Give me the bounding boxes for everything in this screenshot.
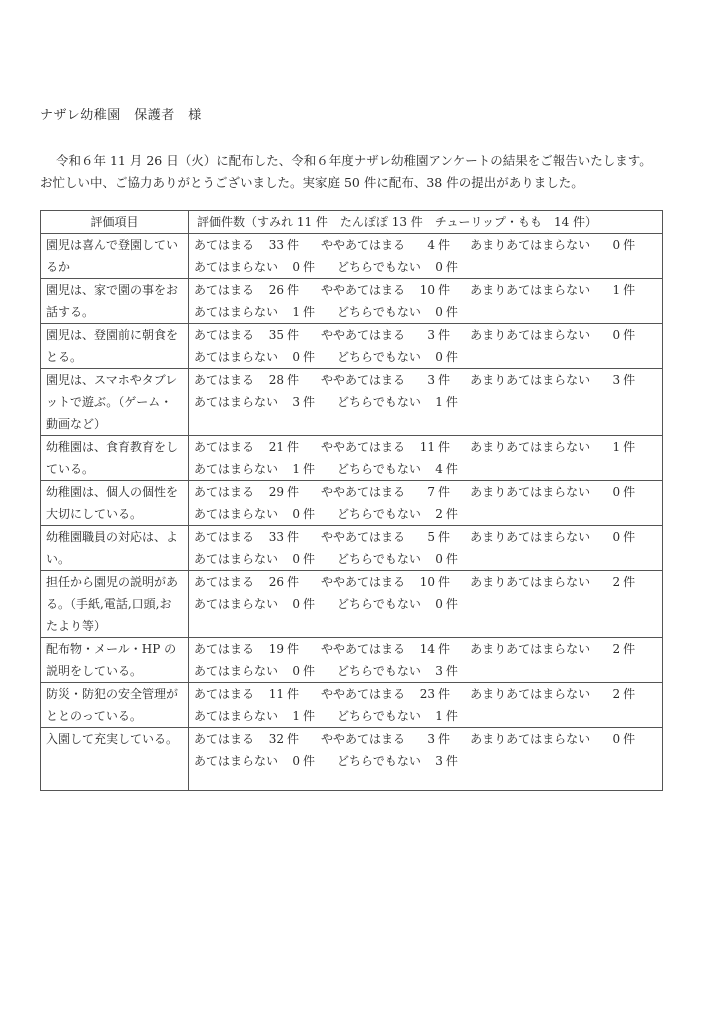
count-value: 3 [292,395,301,409]
count-not [194,660,315,682]
table-row [41,526,663,571]
row-counts [189,571,663,638]
count-unit: 件 [623,575,636,589]
intro-text [40,150,700,194]
count-unit: 件 [287,373,300,387]
count-unit: 件 [445,664,458,678]
row-counts [189,728,663,791]
count-value: 5 [427,530,436,544]
counts-line-2 [194,503,657,525]
count-unit: 件 [445,260,458,274]
count-label: あてはまらない [194,462,279,476]
count-unit: 件 [623,440,636,454]
count-unit: 件 [287,642,300,656]
table-row [41,571,663,638]
count-unit: 件 [287,530,300,544]
count-not [194,256,315,278]
counts-line-2 [194,346,657,368]
count-label: あてはまらない [194,305,279,319]
count-fits [194,234,299,256]
count-label: あまりあてはまらない [470,732,591,746]
count-value: 0 [435,260,443,274]
count-unit: 件 [445,597,458,611]
counts-line-1 [194,571,657,593]
row-item-label: 防災・防犯の安全管理がととのっている。 [41,683,189,728]
row-item-label: 園児は、スマホやタブレットで遊ぶ。（ゲーム・動画など） [41,369,189,436]
count-label: あてはまる [194,485,255,499]
row-counts [189,279,663,324]
count-value: 0 [292,664,301,678]
count-label: どちらでもない [337,552,421,566]
count-label: あてはまらない [194,507,279,521]
count-label: ややあてはまる [321,530,406,544]
count-not [194,705,315,727]
count-label: あてはまる [194,238,255,252]
count-value: 0 [612,485,621,499]
count-not [194,593,315,615]
count-label: あまりあてはまらない [470,530,591,544]
counts-line-2 [194,660,657,682]
count-value: 0 [612,238,621,252]
count-neither [337,503,458,525]
count-not [194,458,315,480]
count-somewhat [321,234,450,256]
count-unit: 件 [303,395,316,409]
row-counts [189,526,663,571]
count-not-much [470,324,635,346]
survey-results-table [40,210,663,791]
count-fits [194,279,299,301]
count-unit: 件 [303,260,316,274]
counts-line-1 [194,436,657,458]
count-label: ややあてはまる [321,440,406,454]
count-value: 28 [268,373,285,387]
count-somewhat [321,436,450,458]
count-unit: 件 [623,373,636,387]
count-value: 0 [435,350,443,364]
count-label: あまりあてはまらない [470,485,591,499]
count-value: 35 [268,328,285,342]
row-item-label: 園児は、登園前に朝食をとる。 [41,324,189,369]
count-unit: 件 [623,238,636,252]
count-unit: 件 [438,687,451,701]
count-not-much [470,728,635,750]
count-value: 1 [292,709,301,723]
count-unit: 件 [438,642,451,656]
count-value: 0 [292,350,301,364]
count-label: あまりあてはまらない [470,373,591,387]
addressee: ナザレ幼稚園 保護者 様 [40,108,202,123]
count-fits [194,683,299,705]
count-label: あまりあてはまらない [470,642,591,656]
count-unit: 件 [438,732,451,746]
count-value: 2 [612,642,621,656]
header-item: 評価項目 [41,211,189,234]
count-unit: 件 [287,440,300,454]
count-unit: 件 [303,709,316,723]
count-not [194,346,315,368]
count-neither [337,593,458,615]
count-unit: 件 [438,575,451,589]
count-somewhat [321,526,450,548]
count-fits [194,324,299,346]
count-label: あてはまらない [194,260,279,274]
counts-line-1 [194,234,657,256]
count-label: あてはまらない [194,552,279,566]
count-unit: 件 [303,350,316,364]
count-value: 3 [612,373,621,387]
count-value: 33 [268,238,285,252]
count-unit: 件 [623,485,636,499]
count-unit: 件 [445,709,458,723]
row-item-label: 入園して充実している。 [41,728,189,791]
count-unit: 件 [445,754,458,768]
count-value: 2 [435,507,443,521]
count-value: 1 [292,462,301,476]
counts-line-1 [194,683,657,705]
count-label: あてはまる [194,328,255,342]
count-value: 1 [435,395,443,409]
count-unit: 件 [445,552,458,566]
row-item-label: 幼稚園は、食育教育をしている。 [41,436,189,481]
count-not-much [470,436,635,458]
count-value: 32 [268,732,285,746]
count-value: 0 [612,530,621,544]
count-value: 29 [268,485,285,499]
count-value: 0 [435,597,443,611]
count-unit: 件 [438,440,451,454]
count-label: あてはまる [194,575,255,589]
count-label: どちらでもない [337,507,421,521]
count-value: 3 [427,373,436,387]
row-item-label: 幼稚園職員の対応は、よい。 [41,526,189,571]
count-unit: 件 [287,283,300,297]
count-value: 11 [419,440,436,454]
count-label: あまりあてはまらない [470,440,591,454]
counts-line-2 [194,391,657,413]
counts-line-2 [194,593,657,615]
row-item-label: 園児は喜んで登園しているか [41,234,189,279]
table-row [41,279,663,324]
counts-line-1 [194,324,657,346]
count-label: どちらでもない [337,260,421,274]
count-somewhat [321,638,450,660]
table-row [41,728,663,791]
counts-line-1 [194,638,657,660]
count-neither [337,301,458,323]
count-not-much [470,638,635,660]
intro-line-1: 令和６年 11 月 26 日（火）に配布した、令和６年度ナザレ幼稚園アンケートの結果をご報告いたします。 [56,153,652,168]
count-neither [337,705,458,727]
count-fits [194,638,299,660]
counts-line-2 [194,458,657,480]
table-row [41,436,663,481]
count-value: 3 [427,732,436,746]
count-not-much [470,279,635,301]
counts-line-1 [194,369,657,391]
row-counts [189,324,663,369]
counts-line-1 [194,728,657,750]
count-value: 0 [612,328,621,342]
table-row [41,481,663,526]
count-unit: 件 [287,238,300,252]
count-not [194,503,315,525]
count-value: 1 [612,283,621,297]
count-unit: 件 [623,642,636,656]
count-label: あてはまる [194,373,255,387]
count-label: あまりあてはまらない [470,238,591,252]
count-neither [337,256,458,278]
count-unit: 件 [623,732,636,746]
table-header-row [41,211,663,234]
count-unit: 件 [438,373,451,387]
count-value: 1 [292,305,301,319]
table-row [41,324,663,369]
count-value: 3 [427,328,436,342]
count-label: あまりあてはまらない [470,575,591,589]
count-value: 23 [419,687,436,701]
count-value: 0 [292,597,301,611]
count-label: あてはまる [194,687,255,701]
count-value: 26 [268,283,285,297]
count-unit: 件 [623,687,636,701]
count-label: ややあてはまる [321,687,406,701]
count-value: 10 [419,575,436,589]
count-label: あてはまらない [194,395,279,409]
count-fits [194,526,299,548]
count-label: ややあてはまる [321,732,406,746]
row-item-label: 配布物・メール・HP の説明をしている。 [41,638,189,683]
count-unit: 件 [287,687,300,701]
counts-line-1 [194,481,657,503]
count-unit: 件 [438,485,451,499]
count-neither [337,750,458,772]
count-somewhat [321,369,450,391]
count-fits [194,369,299,391]
count-not-much [470,683,635,705]
table-body [41,234,663,791]
count-value: 0 [435,305,443,319]
count-unit: 件 [445,507,458,521]
count-fits [194,481,299,503]
count-not-much [470,526,635,548]
count-label: ややあてはまる [321,283,406,297]
count-value: 21 [268,440,285,454]
count-label: どちらでもない [337,462,421,476]
count-somewhat [321,481,450,503]
count-fits [194,571,299,593]
counts-line-2 [194,548,657,570]
count-fits [194,728,299,750]
count-label: あてはまる [194,530,255,544]
count-value: 3 [435,754,443,768]
table-row [41,683,663,728]
count-label: どちらでもない [337,597,421,611]
row-counts [189,683,663,728]
count-unit: 件 [303,462,316,476]
row-item-label: 園児は、家で園の事をお話する。 [41,279,189,324]
count-value: 0 [435,552,443,566]
count-neither [337,391,458,413]
count-unit: 件 [438,328,451,342]
count-unit: 件 [445,305,458,319]
count-label: ややあてはまる [321,328,406,342]
count-not [194,548,315,570]
table-row [41,369,663,436]
count-unit: 件 [438,238,451,252]
count-label: あてはまる [194,732,255,746]
count-value: 2 [612,687,621,701]
count-unit: 件 [303,507,316,521]
row-counts [189,234,663,279]
count-value: 33 [268,530,285,544]
count-neither [337,346,458,368]
count-value: 1 [612,440,621,454]
count-label: どちらでもない [337,754,421,768]
count-neither [337,458,458,480]
count-label: ややあてはまる [321,642,406,656]
row-counts [189,436,663,481]
count-value: 0 [612,732,621,746]
count-label: ややあてはまる [321,373,406,387]
count-not [194,301,315,323]
counts-line-2 [194,301,657,323]
count-not [194,750,315,772]
count-label: どちらでもない [337,709,421,723]
count-value: 0 [292,260,301,274]
count-label: どちらでもない [337,395,421,409]
count-label: ややあてはまる [321,575,406,589]
count-fits [194,436,299,458]
count-not-much [470,369,635,391]
table-row [41,234,663,279]
count-label: あてはまる [194,283,255,297]
count-value: 26 [268,575,285,589]
count-label: どちらでもない [337,305,421,319]
count-unit: 件 [303,552,316,566]
count-value: 4 [427,238,436,252]
intro-line-2: お忙しい中、ご協力ありがとうございました。実家庭 50 件に配布、38 件の提出がありました。 [40,175,584,190]
count-unit: 件 [287,485,300,499]
count-unit: 件 [623,530,636,544]
count-label: あてはまらない [194,350,279,364]
count-unit: 件 [287,328,300,342]
count-label: あてはまらない [194,754,279,768]
count-value: 2 [612,575,621,589]
count-not-much [470,571,635,593]
count-value: 19 [268,642,285,656]
count-somewhat [321,279,450,301]
count-label: あてはまらない [194,664,279,678]
count-label: あてはまる [194,440,255,454]
count-unit: 件 [438,530,451,544]
count-unit: 件 [287,575,300,589]
count-unit: 件 [303,664,316,678]
count-value: 0 [292,552,301,566]
row-item-label: 幼稚園は、個人の個性を大切にしている。 [41,481,189,526]
count-label: どちらでもない [337,664,421,678]
header-count: 評価件数（すみれ 11 件 たんぽぽ 13 件 チューリップ・もも 14 件） [189,211,663,234]
count-value: 11 [268,687,285,701]
count-unit: 件 [445,395,458,409]
count-somewhat [321,324,450,346]
count-unit: 件 [623,328,636,342]
count-label: あまりあてはまらない [470,328,591,342]
row-counts [189,638,663,683]
counts-line-1 [194,526,657,548]
count-somewhat [321,683,450,705]
count-unit: 件 [303,754,316,768]
counts-line-2 [194,256,657,278]
count-value: 0 [292,754,301,768]
count-neither [337,660,458,682]
counts-line-2 [194,705,657,727]
count-not-much [470,234,635,256]
count-not-much [470,481,635,503]
count-label: あてはまらない [194,597,279,611]
count-value: 0 [292,507,301,521]
count-value: 14 [419,642,436,656]
row-item-label: 担任から園児の説明がある。（手紙,電話,口頭,おたより等） [41,571,189,638]
count-label: あてはまらない [194,709,279,723]
count-neither [337,548,458,570]
row-counts [189,481,663,526]
count-label: ややあてはまる [321,485,406,499]
count-label: どちらでもない [337,350,421,364]
count-value: 7 [427,485,436,499]
count-label: ややあてはまる [321,238,406,252]
count-unit: 件 [623,283,636,297]
count-label: あまりあてはまらない [470,283,591,297]
table-row [41,638,663,683]
count-unit: 件 [287,732,300,746]
counts-line-2 [194,750,657,772]
count-unit: 件 [438,283,451,297]
count-unit: 件 [303,305,316,319]
count-somewhat [321,728,450,750]
count-unit: 件 [303,597,316,611]
count-unit: 件 [445,350,458,364]
count-not [194,391,315,413]
counts-line-1 [194,279,657,301]
count-somewhat [321,571,450,593]
count-unit: 件 [445,462,458,476]
count-value: 1 [435,709,443,723]
count-value: 4 [435,462,443,476]
count-label: あてはまる [194,642,255,656]
count-value: 3 [435,664,443,678]
row-counts [189,369,663,436]
count-value: 10 [419,283,436,297]
count-label: あまりあてはまらない [470,687,591,701]
